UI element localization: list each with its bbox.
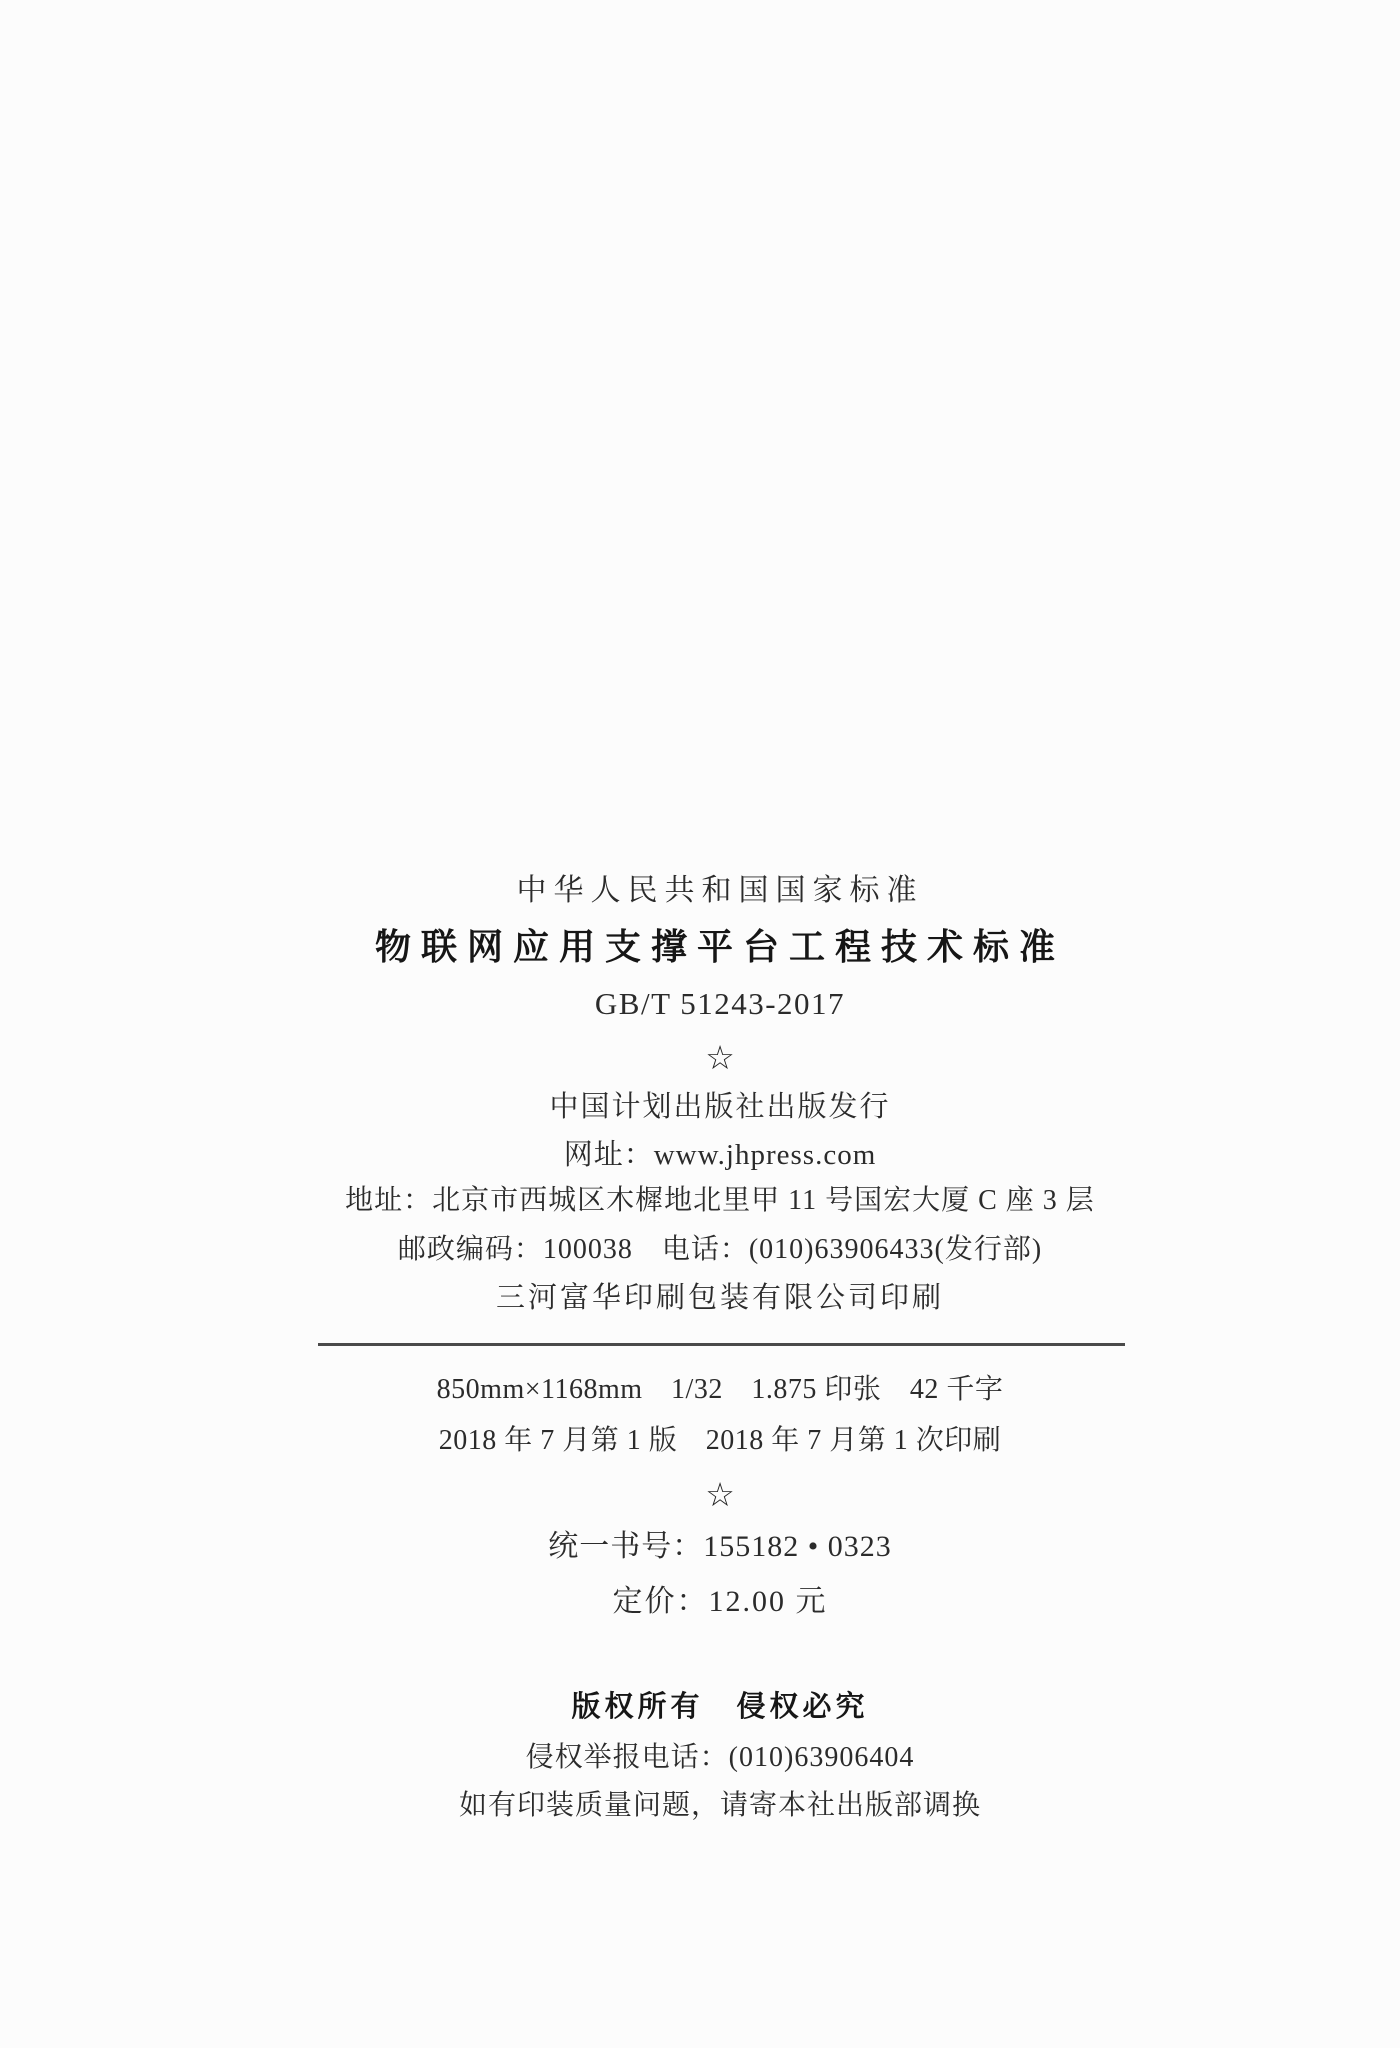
print-format-line: 850mm×1168mm 1/32 1.875 印张 42 千字: [436, 1374, 1004, 1405]
postcode-phone-line: 邮政编码：100038 电话：(010)63906433(发行部): [397, 1234, 1043, 1265]
publisher-line: 中国计划出版社出版发行: [549, 1091, 891, 1123]
standard-code: GB/T 51243-2017: [594, 986, 846, 1021]
infringement-report-phone-line: 侵权举报电话：(010)63906404: [525, 1742, 915, 1773]
edition-line: 2018 年 7 月第 1 版 2018 年 7 月第 1 次印刷: [438, 1425, 1002, 1456]
divider: [318, 1343, 1125, 1346]
standard-class-label: 中华人民共和国国家标准: [516, 874, 924, 907]
website-line: 网址：www.jhpress.com: [563, 1139, 877, 1171]
address-line: 地址：北京市西城区木樨地北里甲 11 号国宏大厦 C 座 3 层: [345, 1185, 1095, 1216]
book-number-line: 统一书号：155182 • 0323: [548, 1530, 892, 1563]
book-title: 物联网应用支撑平台工程技术标准: [374, 926, 1065, 967]
star-icon: ☆: [705, 1038, 735, 1077]
star-icon: ☆: [705, 1475, 735, 1514]
printer-line: 三河富华印刷包装有限公司印刷: [495, 1282, 944, 1314]
copyright-notice: 版权所有 侵权必究: [571, 1691, 869, 1723]
price-line: 定价：12.00 元: [612, 1585, 828, 1618]
print-quality-notice-line: 如有印装质量问题，请寄本社出版部调换: [458, 1790, 981, 1821]
